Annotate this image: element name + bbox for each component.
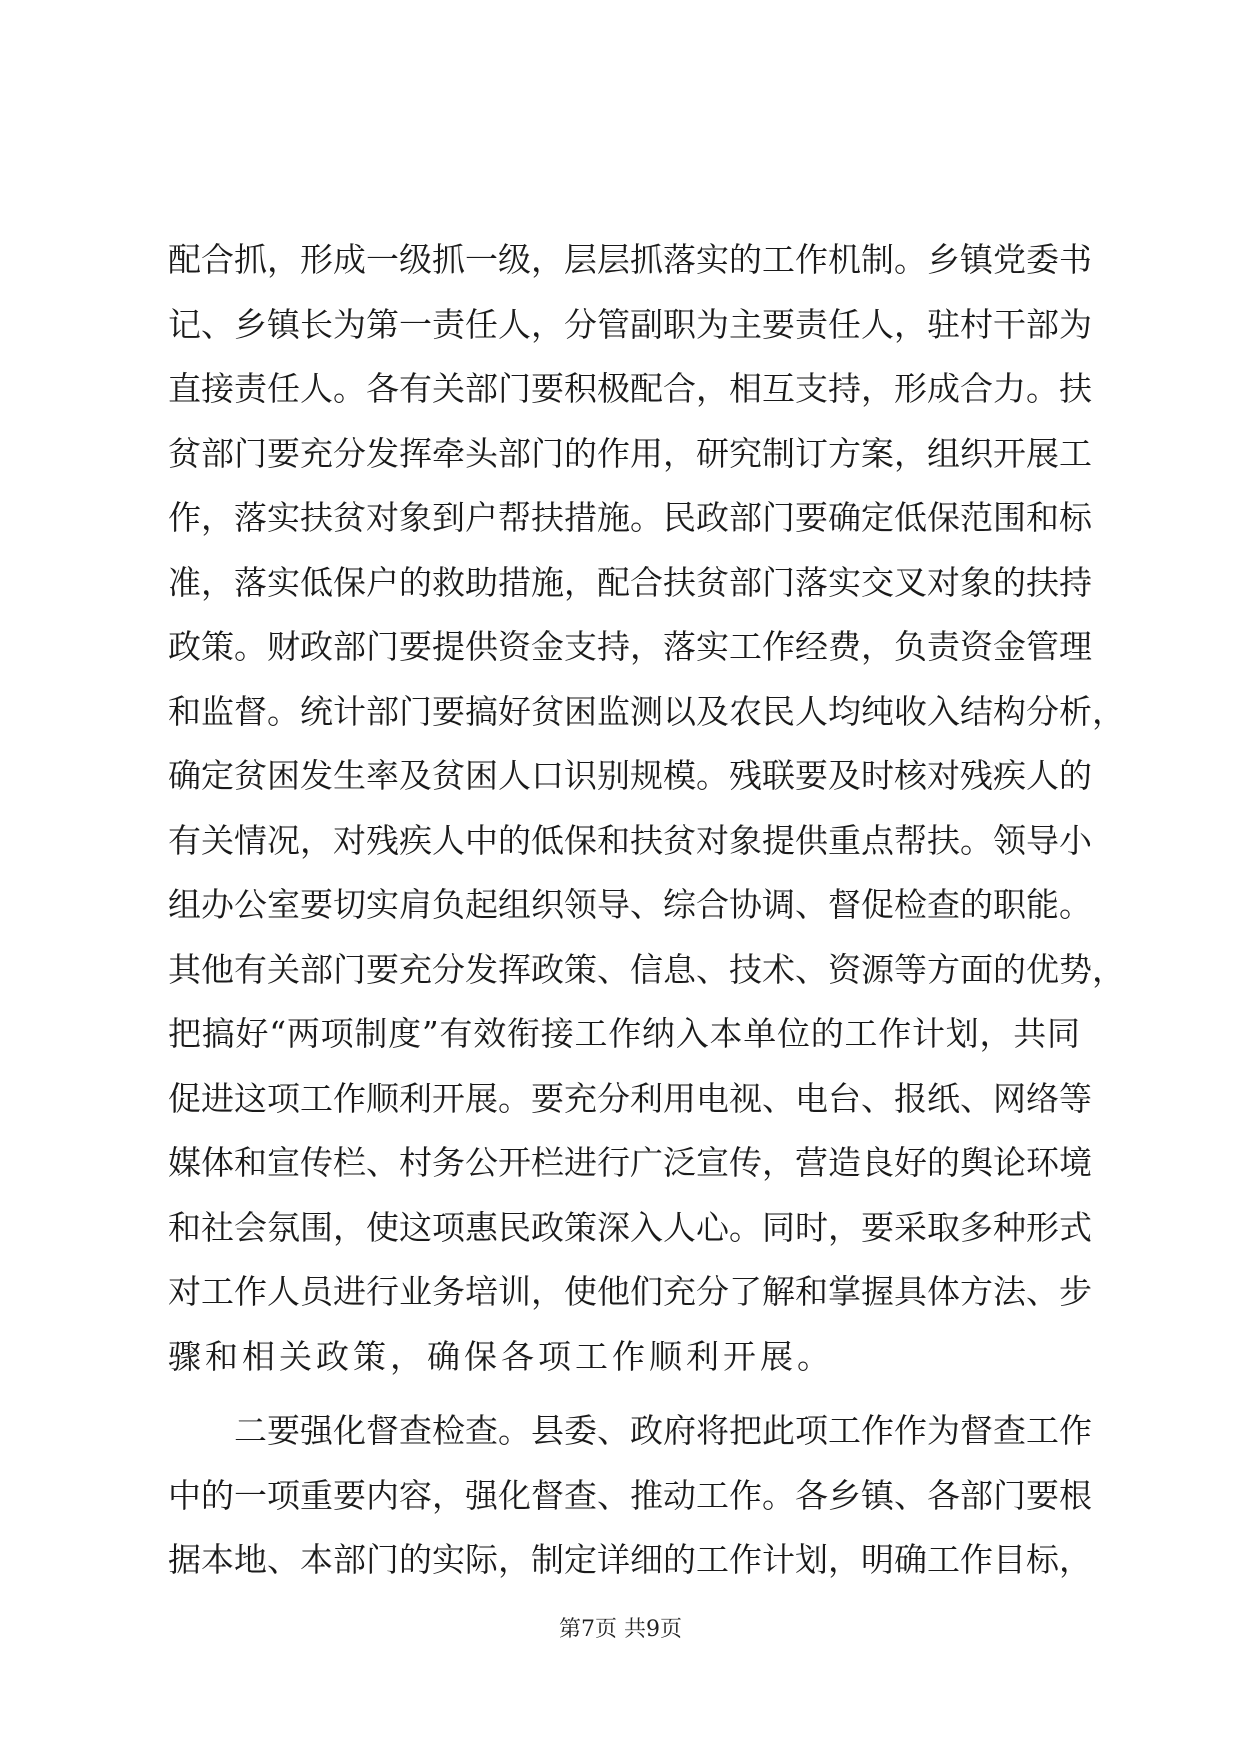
text-line: 二要强化督查检查。县委、政府将把此项工作作为督查工作	[234, 1411, 1092, 1450]
paragraph-1	[168, 228, 1125, 1389]
text-line: 据本地、本部门的实际，制定详细的工作计划，明确工作目标，	[168, 1540, 1092, 1579]
paragraph-gap	[168, 1389, 1080, 1399]
text-line: 记、乡镇长为第一责任人，分管副职为主要责任人，驻村干部为	[168, 304, 1092, 344]
text-line: 政策。财政部门要提供资金支持，落实工作经费，负责资金管理	[168, 627, 1092, 666]
text-line: 确定贫困发生率及贫困人口识别规模。残联要及时核对残疾人的	[168, 756, 1092, 795]
text-line: 其他有关部门要充分发挥政策、信息、技术、资源等方面的优势，	[168, 949, 1125, 989]
text-line: 准，落实低保户的救助措施，配合扶贫部门落实交叉对象的扶持	[168, 562, 1092, 602]
page-number-footer: 第7页 共9页	[559, 1617, 682, 1642]
text-line: 直接责任人。各有关部门要积极配合，相互支持，形成合力。扶	[168, 369, 1092, 408]
text-line: 把搞好“两项制度”有效衔接工作纳入本单位的工作计划，共同	[168, 1014, 1080, 1053]
text-line: 媒体和宣传栏、村务公开栏进行广泛宣传，营造良好的舆论环境	[168, 1143, 1092, 1182]
paragraph-2	[168, 1399, 1092, 1593]
text-line: 对工作人员进行业务培训，使他们充分了解和掌握具体方法、步	[168, 1272, 1092, 1311]
text-line: 中的一项重要内容，强化督查、推动工作。各乡镇、各部门要根	[168, 1475, 1092, 1515]
text-line: 贫部门要充分发挥牵头部门的作用，研究制订方案，组织开展工	[168, 433, 1092, 473]
text-line: 作，落实扶贫对象到户帮扶措施。民政部门要确定低保范围和标	[168, 498, 1092, 537]
text-line: 有关情况，对残疾人中的低保和扶贫对象提供重点帮扶。领导小	[168, 820, 1092, 860]
text-line: 配合抓，形成一级抓一级，层层抓落实的工作机制。乡镇党委书	[168, 240, 1092, 279]
text-line: 和监督。统计部门要搞好贫困监测以及农民人均纯收入结构分析，	[168, 691, 1125, 731]
document-body	[168, 228, 1125, 1593]
text-line: 促进这项工作顺利开展。要充分利用电视、电台、报纸、网络等	[168, 1078, 1092, 1118]
text-line: 骤和相关政策，确保各项工作顺利开展。	[168, 1336, 834, 1376]
text-line: 组办公室要切实肩负起组织领导、综合协调、督促检查的职能。	[168, 885, 1092, 924]
text-line: 和社会氛围，使这项惠民政策深入人心。同时，要采取多种形式	[168, 1207, 1092, 1247]
